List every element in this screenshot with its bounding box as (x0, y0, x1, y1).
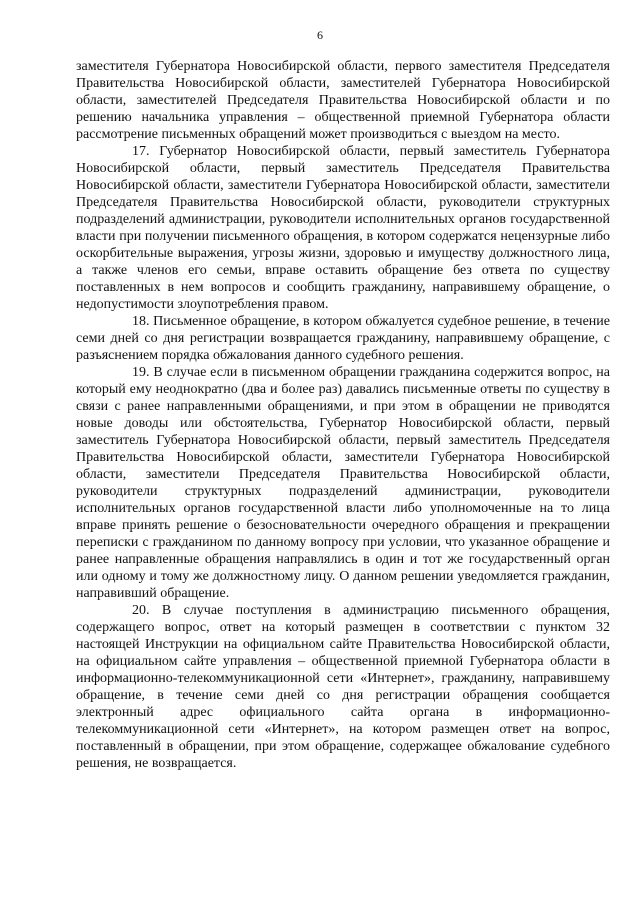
paragraph-18: 18. Письменное обращение, в котором обжалуется судебное решение, в течение семи дней со дня регистрации возвращается гражданину, направившему обращение, с разъяснением порядка обжалования данного судебного решения. (76, 314, 610, 363)
document-body (76, 58, 610, 772)
page-number: 6 (317, 28, 323, 42)
paragraph-19: 19. В случае если в письменном обращении гражданина содержится вопрос, на который ему неоднократно (два и более раз) давались письменные ответы по существу в связи с ранее направленными обращениями, и при этом в обращении не приводятся новые доводы или обстоятельства, Губернатор Новосибирской области, первый заместитель Губернатора Новосибирской области, первый заместитель Председателя Правительства Новосибирской области, заместители Губернатора Новосибирской области, заместители Председателя Правительства Новосибирской области, руководители структурных подразделений администрации, руководители исполнительных органов государственной власти либо уполномоченные на то лица вправе принять решение о безосновательности очередного обращения и прекращении переписки с гражданином по данному вопросу при условии, что указанное обращение и ранее направленные обращения направлялись в один и тот же государственный орган или одному и тому же должностному лицу. О данном решении уведомляется гражданин, направивший обращение. (76, 365, 610, 601)
paragraph-20: 20. В случае поступления в администрацию письменного обращения, содержащего вопрос, ответ на который размещен в соответствии с пунктом 32 настоящей Инструкции на официальном сайте Правительства Новосибирской области, на официальном сайте управления – общественной приемной Губернатора области в информационно-телекоммуникационной сети «Интернет», гражданину, направившему обращение, в течение семи дней со дня регистрации обращения сообщается электронный адрес официального сайта органа в информационно-телекоммуникационной сети «Интернет», на котором размещен ответ на вопрос, поставленный в обращении, при этом обращение, содержащее обжалование судебного решения, не возвращается. (76, 603, 610, 771)
paragraph-continuation: заместителя Губернатора Новосибирской области, первого заместителя Председателя Правительства Новосибирской области, заместителей Губернатора Новосибирской области, заместителей Председателя Правительства Новосибирской области и по решению начальника управления – общественной приемной Губернатора области рассмотрение письменных обращений может производиться с выездом на место. (76, 59, 610, 142)
paragraph-17: 17. Губернатор Новосибирской области, первый заместитель Губернатора Новосибирской области, первый заместитель Председателя Правительства Новосибирской области, заместители Губернатора Новосибирской области, заместители Председателя Правительства Новосибирской области, руководители структурных подразделений администрации, руководители исполнительных органов государственной власти при получении письменного обращения, в котором содержатся нецензурные либо оскорбительные выражения, угрозы жизни, здоровью и имуществу должностного лица, а также членов его семьи, вправе оставить обращение без ответа по существу поставленных в нем вопросов и сообщить гражданину, направившему обращение, о недопустимости злоупотребления правом. (76, 144, 610, 312)
